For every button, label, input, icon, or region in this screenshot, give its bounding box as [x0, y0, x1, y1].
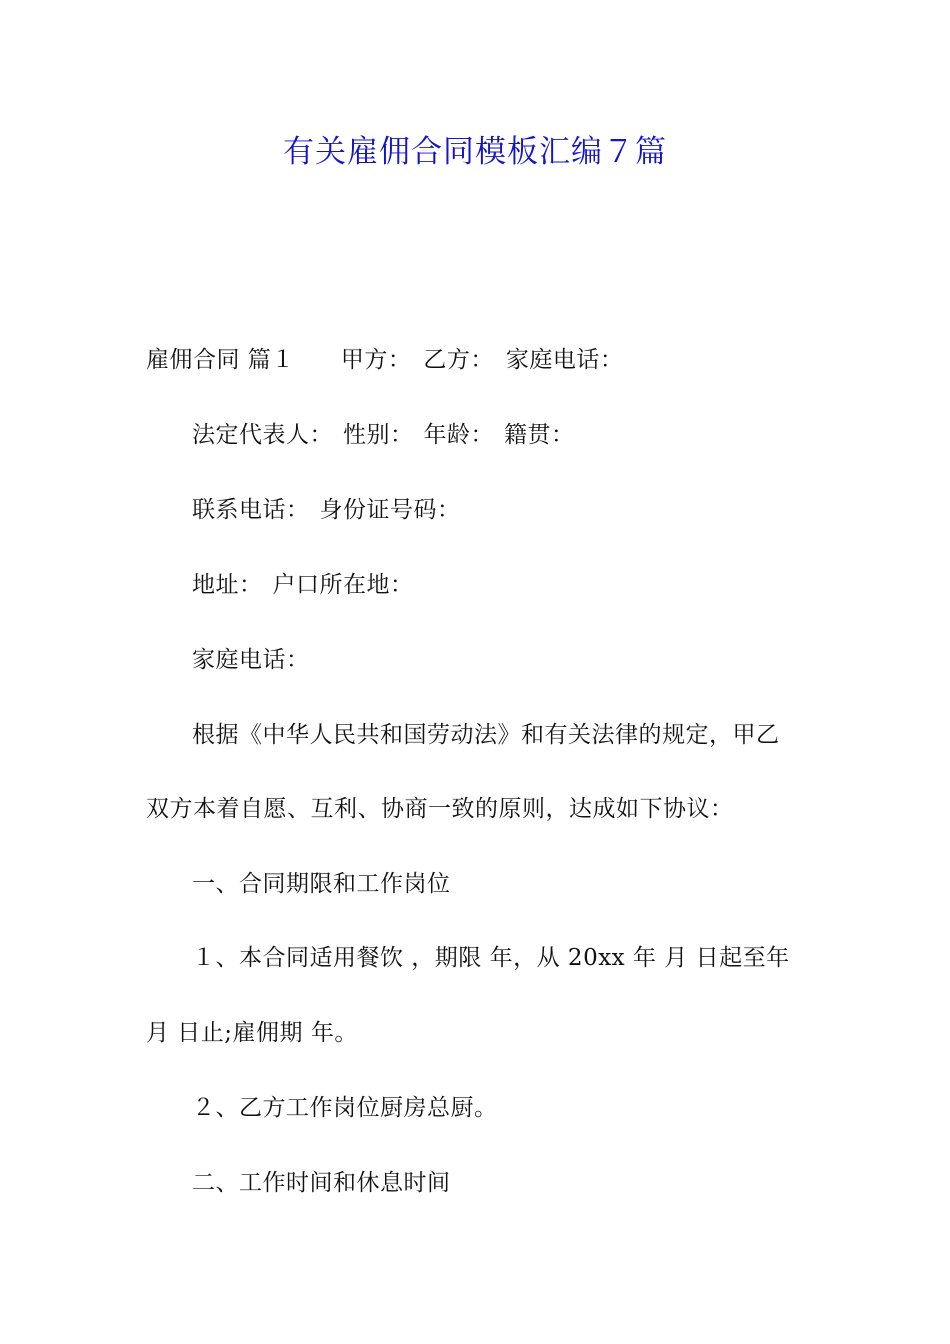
section-heading: 一、合同期限和工作岗位: [192, 871, 451, 897]
fields-line-1: [192, 417, 575, 453]
paragraph-line: １、本合同适用餐饮 ，期限 年，从 20xx 年 月 日起至年: [192, 945, 790, 971]
paragraph-line: 月 日止;雇佣期 年。: [146, 1020, 358, 1046]
party-a-label: 甲方：: [340, 347, 412, 373]
origin-label: 籍贯：: [504, 422, 575, 448]
header-line: [146, 342, 623, 378]
paragraph-line: 根据《中华人民共和国劳动法》和有关法律的规定，甲乙: [192, 722, 780, 748]
legal-rep-label: 法定代表人：: [192, 422, 333, 448]
section-heading: 雇佣合同 篇１: [146, 347, 295, 373]
fields-line-4: [192, 642, 310, 678]
address-label: 地址：: [192, 572, 263, 598]
party-b-label: 乙方：: [423, 347, 494, 373]
section-heading: 二、工作时间和休息时间: [192, 1170, 451, 1196]
contact-phone-label: 联系电话：: [192, 497, 310, 523]
id-number-label: 身份证号码：: [319, 497, 461, 523]
fields-line-2: [192, 492, 461, 528]
document-title: 有关雇佣合同模板汇编７篇: [283, 134, 667, 170]
home-phone-label: 家庭电话：: [505, 347, 624, 373]
hukou-label: 户口所在地：: [272, 572, 414, 598]
paragraph-line: ２、乙方工作岗位厨房总厨。: [192, 1095, 498, 1121]
home-phone-label: 家庭电话：: [192, 647, 310, 673]
gender-label: 性别：: [343, 422, 414, 448]
age-label: 年龄：: [423, 422, 494, 448]
paragraph-line: 双方本着自愿、互利、协商一致的原则，达成如下协议：: [146, 796, 734, 822]
fields-line-3: [192, 567, 414, 603]
